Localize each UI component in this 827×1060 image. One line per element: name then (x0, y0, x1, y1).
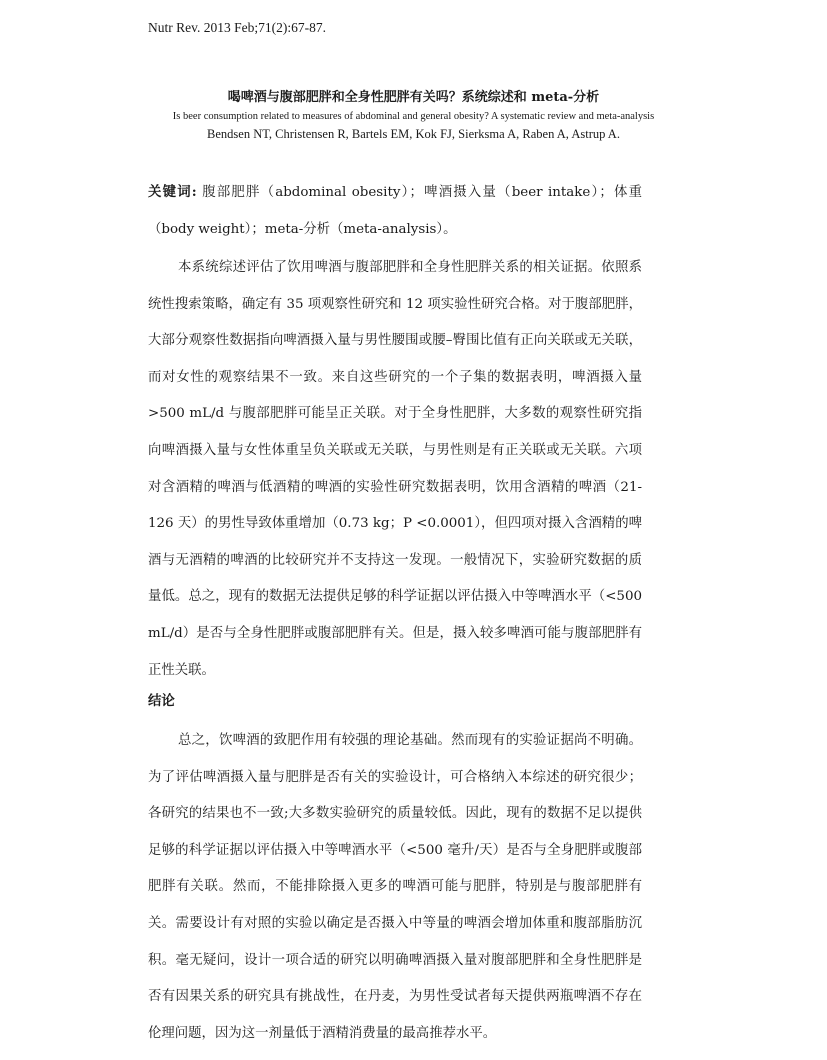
keywords-paragraph (148, 174, 642, 248)
abstract-section (148, 250, 642, 689)
keywords-section (148, 174, 642, 248)
conclusion-paragraph: 总之，饮啤酒的致肥作用有较强的理论基础。然而现有的实验证据尚不明确。为了评估啤酒摄入量与肥胖是否有关的实验设计，可合格纳入本综述的研究很少；各研究的结果也不一致;大多数实验研究的质量较低。因此，现有的数据不足以提供足够的科学证据以评估摄入中等啤酒水平（<500 毫升/天）是否与全身肥胖或腹部肥胖有关联。然而，不能排除摄入更多的啤酒可能与肥胖，特别是与腹部肥胖有关。需要设计有对照的实验以确定是否摄入中等量的啤酒会增加体重和腹部脂肪沉积。毫无疑问，设计一项合适的研究以明确啤酒摄入量对腹部肥胖和全身性肥胖是否有因果关系的研究具有挑战性，在丹麦，为男性受试者每天提供两瓶啤酒不存在伦理问题，因为这一剂量低于酒精消费量的最高推荐水平。 (148, 733, 642, 1041)
article-title-chinese: 喝啤酒与腹部肥胖和全身性肥胖有关吗？系统综述和 meta-分析 (227, 90, 600, 105)
keywords-text: 腹部肥胖（abdominal obesity）；啤酒摄入量（beer intake）；体重（body weight）；meta-分析（meta-analysis）。 (148, 185, 642, 237)
journal-citation: Nutr Rev. 2013 Feb;71(2):67-87. (148, 20, 326, 35)
author-list: Bendsen NT, Christensen R, Bartels EM, Kok FJ, Sierksma A, Raben A, Astrup A. (207, 127, 620, 141)
conclusion-section (148, 723, 642, 1052)
abstract-paragraph: 本系统综述评估了饮用啤酒与腹部肥胖和全身性肥胖关系的相关证据。依照系统性搜索策略，确定有 35 项观察性研究和 12 项实验性研究合格。对于腹部肥胖，大部分观察性数据指向啤酒摄入量与男性腰围或腰–臀围比值有正向关联或无关联，而对女性的观察结果不一致。来自这些研究的一个子集的数据表明，啤酒摄入量>500 mL/d 与腹部肥胖可能呈正关联。对于全身性肥胖，大多数的观察性研究指向啤酒摄入量与女性体重呈负关联或无关联，与男性则是有正关联或无关联。六项对含酒精的啤酒与低酒精的啤酒的实验性研究数据表明，饮用含酒精的啤酒（21-126 天）的男性导致体重增加（0.73 kg；P <0.0001），但四项对摄入含酒精的啤酒与无酒精的啤酒的比较研究并不支持这一发现。一般情况下，实验研究数据的质量低。总之，现有的数据无法提供足够的科学证据以评估摄入中等啤酒水平（<500 mL/d）是否与全身性肥胖或腹部肥胖有关。但是，摄入较多啤酒可能与腹部肥胖有正性关联。 (148, 260, 642, 678)
article-title-english: Is beer consumption related to measures of abdominal and general obesity? A systematic review and meta-analysis (172, 111, 655, 122)
conclusion-heading: 结论 (148, 693, 175, 709)
keywords-label: 关键词: (148, 184, 197, 200)
